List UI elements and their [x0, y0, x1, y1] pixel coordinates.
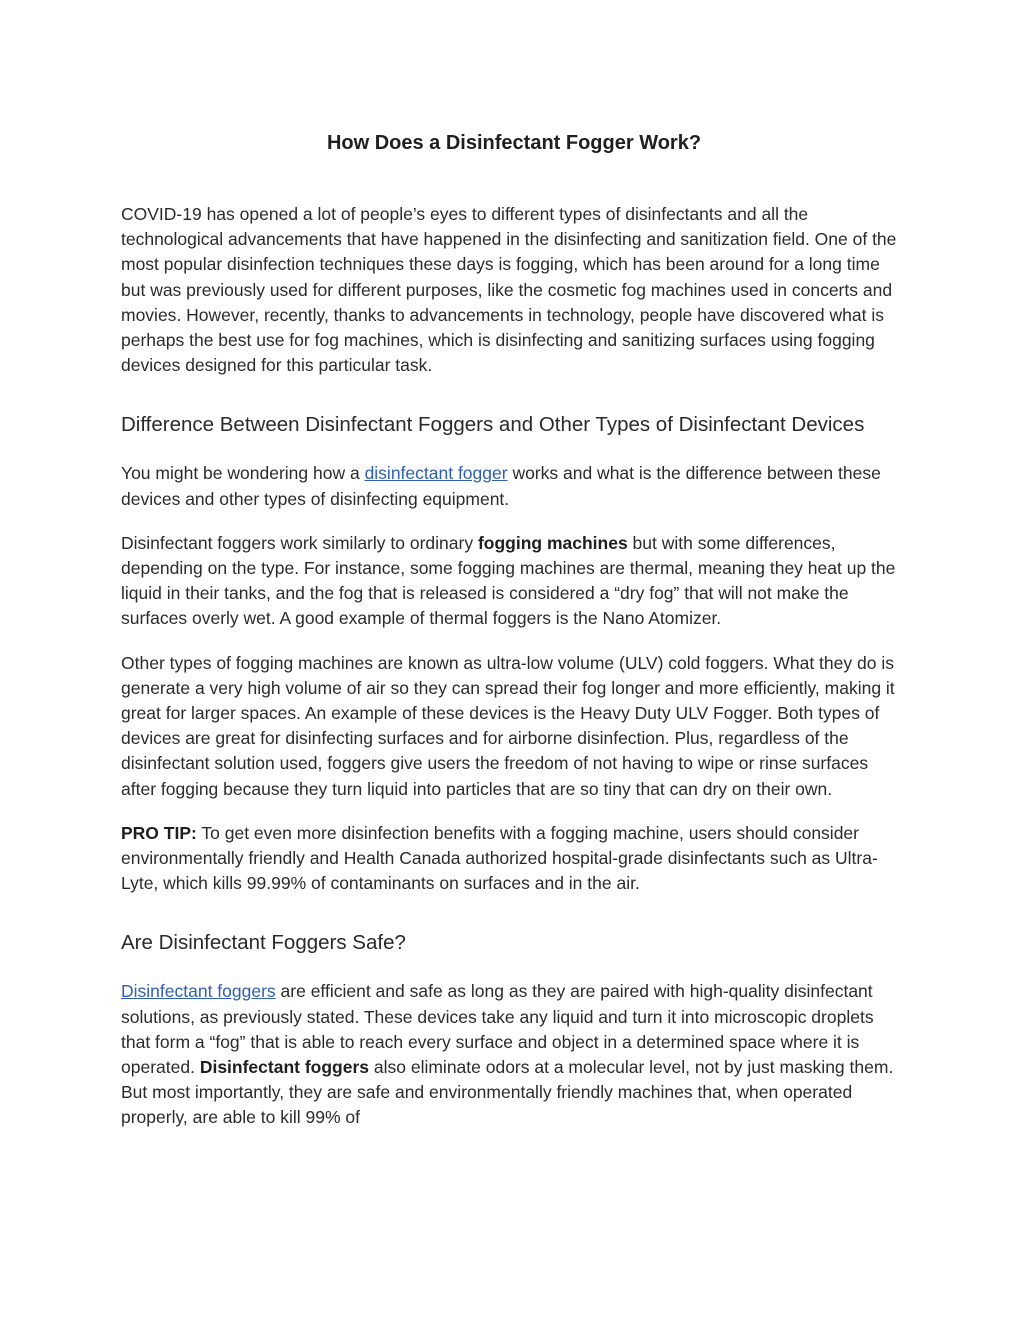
text-segment: Disinfectant foggers work similarly to ordinary: [121, 532, 478, 553]
text-segment: but with some differences, depending on the type. For instance, some fogging machines are thermal, meaning they heat up the liquid in their tanks, and the fog that is released is considered a “dry fog” that will not make the surfaces overly wet. A good example of thermal foggers is the Nano Atomizer.: [121, 532, 896, 629]
text-segment: are efficient and safe as long as they are paired with high-quality disinfectant solutions, as previously stated. These devices take any liquid and turn it into microscopic droplets that form a “fog” that is able to reach every surface and object in a determined space where it is operated.: [121, 981, 874, 1078]
paragraph-ulv-foggers: Other types of fogging machines are known as ultra-low volume (ULV) cold foggers. What they do is generate a very high volume of air so they can spread their fog longer and more efficiently, making it great for larger spaces. An example of these devices is the Heavy Duty ULV Fogger. Both types of devices are great for disinfecting surfaces and for airborne disinfection. Plus, regardless of the disinfectant solution used, foggers give users the freedom of not having to wipe or rinse surfaces after fogging because they turn liquid into particles that are so tiny that can dry on their own.: [121, 652, 895, 799]
paragraph-pro-tip: [121, 821, 907, 897]
bold-fogging-machines: fogging machines: [477, 532, 628, 553]
disinfectant-fogger-link[interactable]: disinfectant fogger: [364, 463, 508, 484]
pro-tip-label: PRO TIP:: [121, 822, 197, 843]
document-page: [121, 128, 907, 1150]
text-segment: You might be wondering how a: [121, 463, 365, 484]
text-segment: To get even more disinfection benefits with a fogging machine, users should consider environmentally friendly and Health Canada authorized hospital-grade disinfectants such as Ultra-Lyte, which kills 99.99% of contaminants on surfaces and in the air.: [121, 822, 878, 894]
document-title: How Does a Disinfectant Fogger Work?: [326, 132, 702, 154]
paragraph-safety: [121, 979, 907, 1130]
text-segment: also eliminate odors at a molecular level, not by just masking them. But most importantly, they are safe and environmentally friendly machines that, when operated properly, are able to kill 99% of: [121, 1057, 894, 1128]
text-segment: works and what is the difference between these devices and other types of disinfecting equipment.: [121, 463, 881, 509]
bold-disinfectant-foggers: Disinfectant foggers: [199, 1057, 370, 1078]
disinfectant-foggers-link[interactable]: Disinfectant foggers: [121, 981, 276, 1002]
section-heading-safety: Are Disinfectant Foggers Safe?: [121, 931, 406, 955]
intro-paragraph: COVID-19 has opened a lot of people’s eyes to different types of disinfectants and all the technological advancements that have happened in the disinfecting and sanitization field. One of the most popular disinfection techniques these days is fogging, which has been around for a long time but was previously used for different purposes, like the cosmetic fog machines used in concerts and movies. However, recently, thanks to advancements in technology, people have discovered what is perhaps the best use for fog machines, which is disinfecting and sanitizing surfaces using fogging devices designed for this particular task.: [121, 204, 897, 376]
paragraph-wondering: [121, 461, 907, 511]
section-heading-differences: Difference Between Disinfectant Foggers and Other Types of Disinfectant Devices: [121, 413, 865, 437]
paragraph-thermal-foggers: [121, 531, 907, 632]
